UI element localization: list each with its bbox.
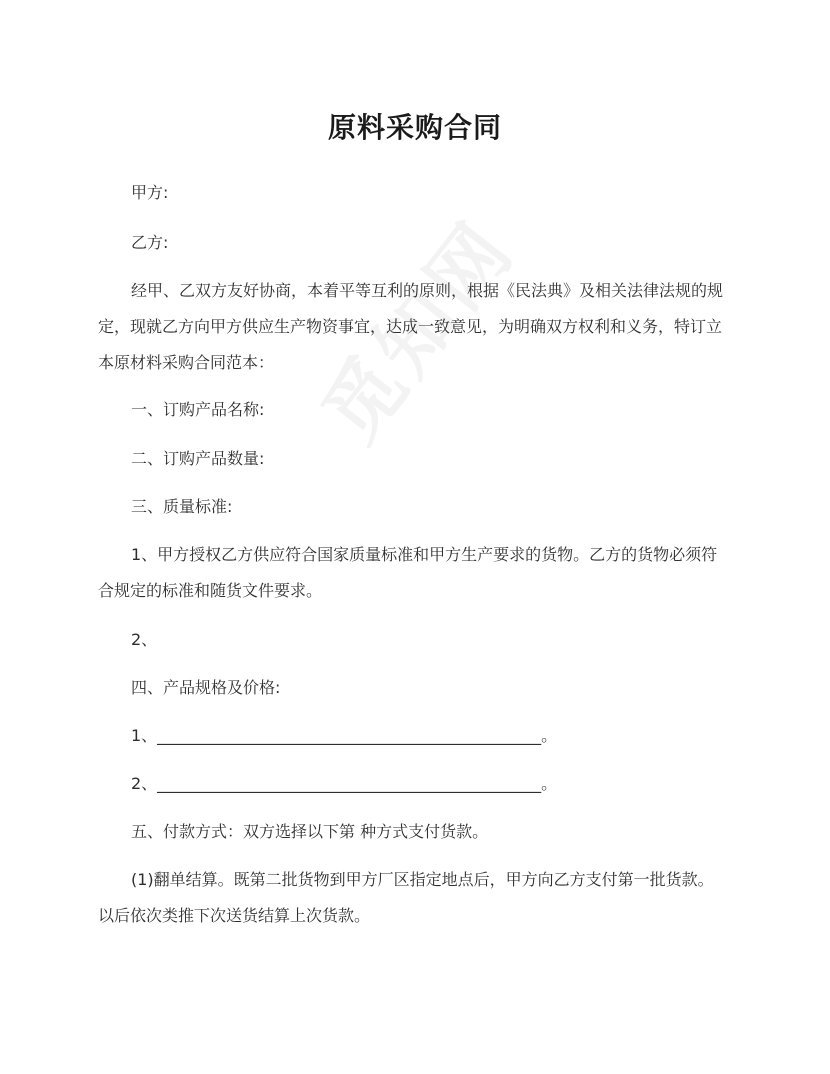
party-b-line: 乙方:	[131, 233, 169, 252]
quality-item-2: 2、	[131, 630, 158, 649]
section-payment-method: 五、付款方式：双方选择以下第 种方式支付货款。	[131, 822, 489, 841]
intro-line-1: 经甲、乙双方友好协商，本着平等互利的原则，根据《民法典》及相关法律法规的规	[131, 281, 724, 300]
quality-item-1-line-2: 合规定的标准和随货文件要求。	[98, 581, 323, 600]
spec-item-1: 1、________________________________________________。	[131, 726, 558, 745]
spec-item-2: 2、________________________________________________。	[131, 774, 558, 793]
party-a-line: 甲方:	[131, 183, 169, 202]
intro-line-2: 定，现就乙方向甲方供应生产物资事宜，达成一致意见，为明确双方权利和义务，特订立	[98, 317, 723, 336]
intro-line-3: 本原材料采购合同范本：	[98, 353, 275, 372]
section-quality-standard: 三、质量标准:	[131, 497, 233, 516]
quality-item-1-line-1: 1、甲方授权乙方供应符合国家质量标准和甲方生产要求的货物。乙方的货物必须符	[131, 545, 718, 564]
section-product-name: 一、订购产品名称:	[131, 400, 265, 419]
payment-item-1-line-1: (1)翻单结算。既第二批货物到甲方厂区指定地点后，甲方向乙方支付第一批货款。	[131, 870, 714, 889]
section-product-quantity: 二、订购产品数量:	[131, 449, 265, 468]
document-title: 原料采购合同	[327, 111, 502, 144]
payment-item-1-line-2: 以后依次类推下次送货结算上次货款。	[98, 906, 371, 925]
section-spec-price: 四、产品规格及价格:	[131, 678, 281, 697]
